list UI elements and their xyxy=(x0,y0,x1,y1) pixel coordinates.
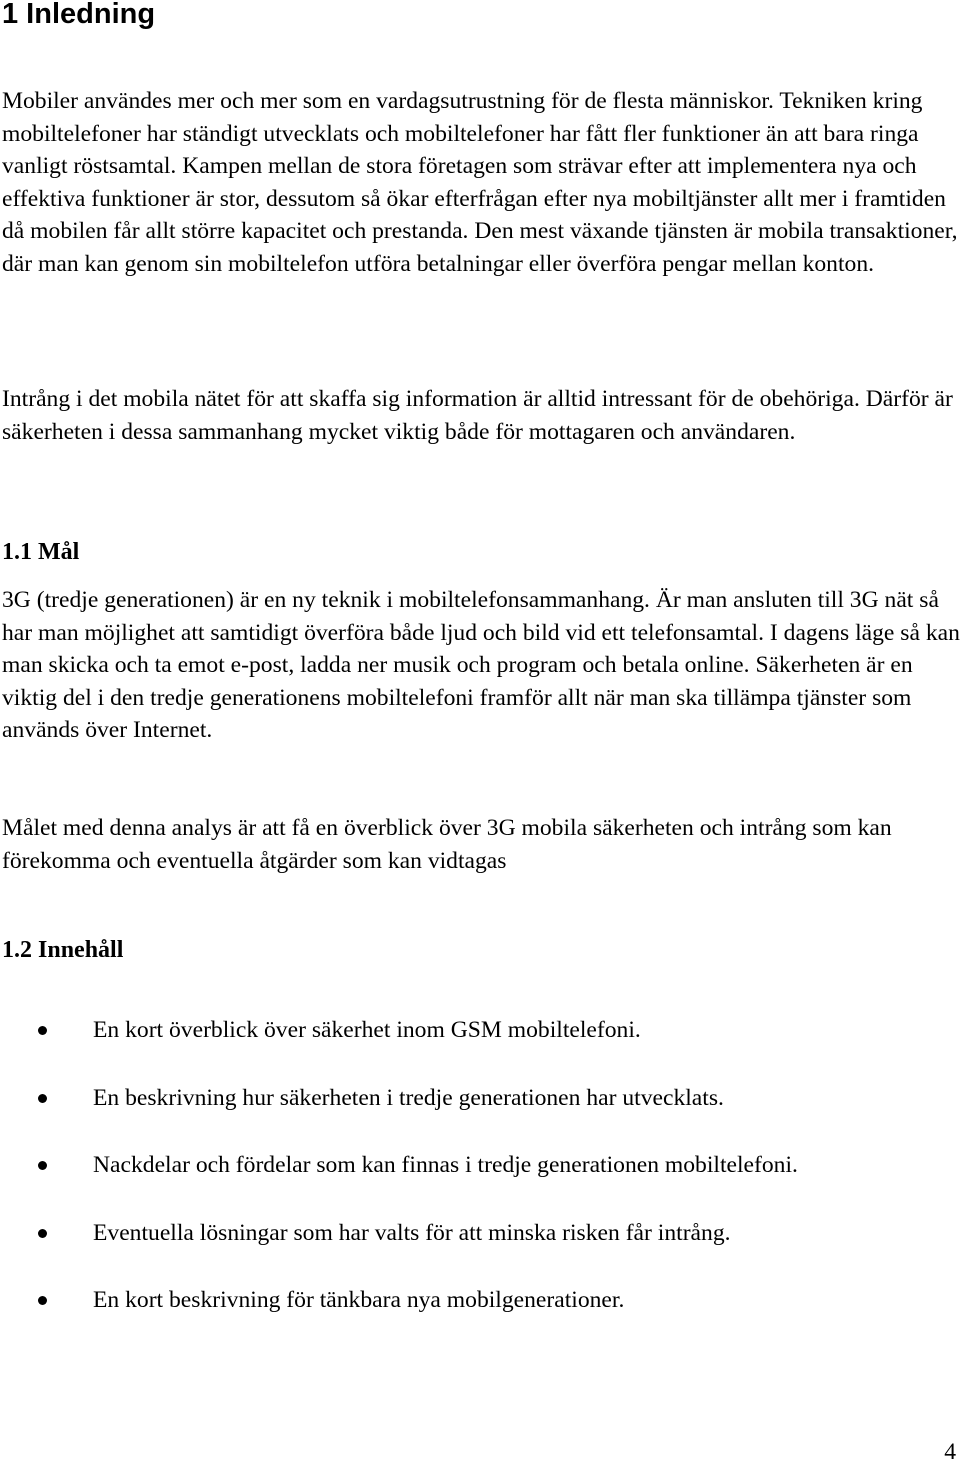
list-item-text: En kort beskrivning för tänkbara nya mobilgenerationer. xyxy=(93,1287,625,1313)
bullet-icon xyxy=(38,1296,47,1305)
bullet-icon xyxy=(38,1229,47,1238)
page-number: 4 xyxy=(944,1439,956,1465)
list-item-text: En beskrivning hur säkerheten i tredje generationen har utvecklats. xyxy=(93,1084,724,1111)
mal-paragraph-2: Målet med denna analys är att få en överblick över 3G mobila säkerheten och intrång som kan förekomma och eventuella åtgärder som kan vidtagas xyxy=(2,815,892,874)
intro-paragraph-1: Mobiler användes mer och mer som en vardagsutrustning för de flesta människor. Tekniken kring mobiltelefoner har ständigt utvecklats och mobiltelefoner har fått fler funktioner än att bara ringa vanligt röstsamtal. Kampen mellan de stora företagen som strävar efter att implementera nya och effektiva funktioner är stor, dessutom så ökar efterfrågan efter nya mobiltjänster allt mer i framtiden då mobilen får allt större kapacitet och prestanda. Den mest växande tjänsten är mobila transaktioner, där man kan genom sin mobiltelefon utföra betalningar eller överföra pengar mellan konton. xyxy=(2,88,958,277)
bullet-icon xyxy=(38,1026,47,1035)
mal-paragraph-1: 3G (tredje generationen) är en ny teknik i mobiltelefonsammanhang. Är man ansluten till 3G nät så har man möjlighet att samtidigt överföra både ljud och bild vid ett telefonsamtal. I dagens läge så kan man skicka och ta emot e-post, ladda ner musik och program och betala online. Säkerheten är en viktig del i den tredje generationens mobiltelefoni framför allt när man ska tillämpa tjänster som används över Internet. xyxy=(2,587,960,744)
list-item xyxy=(0,1082,960,1150)
list-item xyxy=(0,1149,960,1217)
section-heading-innehall: 1.2 Innehåll xyxy=(2,937,124,963)
list-item xyxy=(0,1284,960,1352)
list-item-text: Nackdelar och fördelar som kan finnas i tredje generationen mobiltelefoni. xyxy=(93,1152,798,1178)
list-item xyxy=(0,1217,960,1285)
list-item-text: Eventuella lösningar som har valts för att minska risken får intrång. xyxy=(93,1219,731,1246)
list-item xyxy=(0,1014,960,1082)
list-item-text: En kort överblick över säkerhet inom GSM mobiltelefoni. xyxy=(93,1017,641,1043)
contents-bullet-list xyxy=(0,1014,960,1352)
chapter-heading: 1 Inledning xyxy=(2,0,156,30)
bullet-icon xyxy=(38,1094,47,1103)
bullet-icon xyxy=(38,1161,47,1170)
section-heading-mal: 1.1 Mål xyxy=(2,539,80,565)
intro-paragraph-2: Intrång i det mobila nätet för att skaffa sig information är alltid intressant för de obehöriga. Därför är säkerheten i dessa sammanhang mycket viktig både för mottagaren och användaren. xyxy=(2,386,953,445)
